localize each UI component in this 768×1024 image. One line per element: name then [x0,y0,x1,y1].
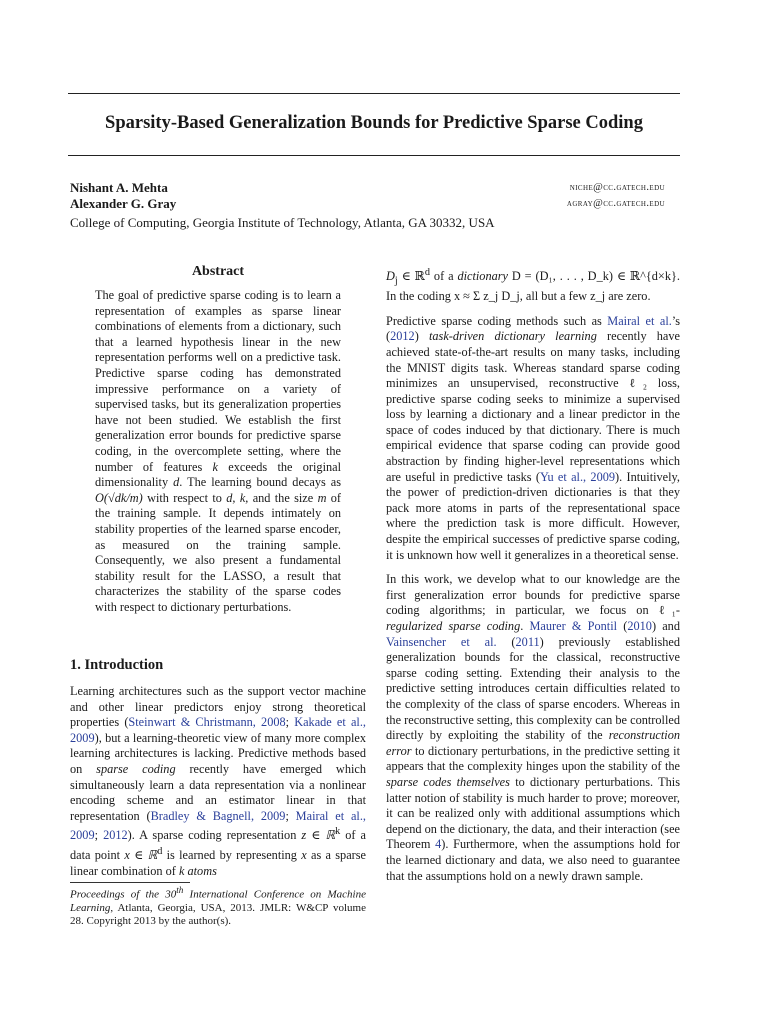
math-sup: d [157,846,163,858]
footnote-sup: th [176,885,184,895]
intro-text: ). A sparse coding representation [127,828,302,843]
body-text: In this work, we develop what to our knowledge are the first generalization error bounds for predictive sparse coding algorithms; in particular, we focus on ℓ₁- [386,572,680,618]
intro-text: ), but a learning-theoretic view of many more complex learning architectures is lacking. Predictive methods based on [70,730,366,776]
math-inline: z ∈ ℝ [301,828,336,843]
abstract-text-e: with respect to [147,490,222,505]
citation-link[interactable]: 2010 [627,619,652,634]
math-inline: ∈ ℝ [397,269,425,284]
citation-link[interactable]: Yu et al., 2009 [539,469,616,484]
intro-text: ; [94,828,104,843]
body-text: . [520,619,530,634]
citation-link[interactable]: Steinwart & Christmann, 2008 [128,715,286,730]
introduction-body [70,684,366,879]
math-sup: d [424,267,431,278]
body-text: ) [414,329,429,344]
intro-text: ; [285,808,296,823]
body-text: recently have achieved state-of-the-art results on many tasks, including the MNIST digits task. Whereas standard sparse coding minimizes an unsupervised, reconstructive ℓ₂ loss, predictive sparse coding seeks to minimize a supervised loss by learning a dictionary and a linear predictor in the space of codes induced by that dictionary. There is much empirical evidence that sparse coding can provide good abstraction by finding higher-level representations which are useful in predictive tasks ( [386,329,680,484]
section-heading-introduction: 1. Introduction [70,657,164,673]
footnote-text: International Conference on Machine Learning [70,888,366,915]
footnote-text: , Atlanta, Georgia, USA, 2013. JMLR: W&CP volume 28. Copyright 2013 by the author(s). [70,902,366,928]
body-text: ). Intuitively, the power of prediction-driven dictionaries is that they pack more atoms in parts of the representational space where the prediction task is more difficult. However, despite the empirical successes of predictive sparse coding, it is unknown how well it generalizes in a theoretical sense. [386,469,680,562]
math-inline: k [178,863,185,878]
body-text: ( [617,619,628,634]
math-inline: x ∈ ℝ [124,848,158,863]
body-emphasis: reconstruction error [386,728,680,758]
body-emphasis: task-driven dictionary learning [428,329,597,344]
intro-emphasis: atoms [187,863,217,878]
body-text: of a [430,269,458,284]
intro-text: recently have emerged which simultaneously learn a data representation via a nonlinear encoding scheme and an estimator linear in that representation ( [70,761,366,823]
body-text: ). Furthermore, when the assumptions hold for the learned dictionary and data, we also need to guarantee that the assumptions hold on a newly drawn sample. [386,837,680,883]
footnote-rule [70,882,190,883]
body-text: ) previously established generalization bounds for the classical, reconstructive sparse coding setting. Extending their analysis to the predictive setting introduces certain difficulties related to the complexity of the class of sparse encoders. Whereas in the reconstructive setting, this complexity can be controlled directly by exploiting the stability of the [386,634,680,743]
body-text: ( [496,634,516,649]
citation-link[interactable]: Mairal et al., 2009 [70,808,366,843]
theorem-link[interactable]: 4 [435,837,442,852]
math-inline: D [386,269,395,284]
footnote [70,884,366,929]
author-email-1[interactable]: niche@cc.gatech.edu [569,182,665,193]
intro-text: is learned by representing [162,848,302,863]
footnote-text: Proceedings of the 30 [70,888,177,901]
body-emphasis: regularized sparse coding [386,619,521,634]
body-emphasis: sparse codes themselves [386,774,510,789]
citation-link[interactable]: Bradley & Bagnell, 2009 [150,808,286,823]
body-text: to dictionary perturbations. This latter notion of stability is much harder to prove; moreover, it can be realized only with additional assumptions which depend on the dictionary, the data, and their interaction (see Theorem [386,774,681,852]
intro-text: as a sparse linear combination of [70,848,366,878]
abstract-text-c: . The learning bound decays as [179,475,341,490]
title-bottom-rule [68,155,680,156]
math-sup: k [335,826,341,838]
abstract-text-g: and the size [252,490,314,505]
intro-emphasis: sparse coding [96,761,176,776]
author-name-1: Nishant A. Mehta [70,180,168,195]
body-emphasis: dictionary [457,269,508,284]
body-text: D = (D₁, . . . , D_k) ∈ ℝ^{d×k}. In the coding x ≈ Σ z_j D_j, all but a few z_j are zero. [386,269,680,304]
body-text: Predictive sparse coding methods such as [386,313,608,328]
author-email-2[interactable]: agray@cc.gatech.edu [566,198,665,209]
abstract-var-m: m [317,490,327,505]
abstract-body [95,288,341,615]
abstract-var-d: d [173,475,180,490]
abstract-text-h: of the training sample. It depends intimately on stability properties of the learned sparse encoder, as measured on the training sample. Consequently, we also present a fundamental stability result for the LASSO, a result that characterizes the stability of the sparse codes with respect to dictionary perturbations. [95,490,342,614]
top-rule [68,93,680,94]
intro-text: of a data point [70,828,366,863]
citation-link[interactable]: 2012 [390,329,415,344]
intro-text: Learning architectures such as the support vector machine and other linear predictors enjoy strong theoretical properties ( [70,684,366,730]
abstract-bound: O(√dk/m) [95,490,143,505]
abstract-vars: d, k, [226,490,249,505]
abstract-text: The goal of predictive sparse coding is to learn a representation of examples as sparse linear combinations of elements from a dictionary, such that a learned hypothesis linear in the new representation performs well on a predictive task. Predictive sparse coding has demonstrated impressive performance on a variety of supervised tasks, but its generalization properties have not been studied. We establish the first generalization error bounds for predictive sparse coding, in the overcomplete setting, where the number of features [95,288,341,474]
intro-text: ; [285,715,295,730]
math-inline: x [301,848,307,863]
affiliation: College of Computing, Georgia Institute of Technology, Atlanta, GA 30332, USA [70,215,495,230]
abstract-text-b: exceeds the original dimensionality [95,459,342,490]
citation-link[interactable]: 2011 [515,634,540,649]
author-name-2: Alexander G. Gray [70,196,177,211]
citation-link[interactable]: 2012 [103,828,128,843]
citation-link[interactable]: Vainsencher et al. [386,634,497,649]
math-sub: j [394,275,398,287]
citation-link[interactable]: Mairal et al. [607,313,672,328]
body-text: to dictionary perturbations, in the predictive setting it appears that the complexity hinges upon the stability of the [386,743,680,774]
body-text: ’s ( [386,313,681,344]
paper-title: Sparsity-Based Generalization Bounds for Predictive Sparse Coding [105,113,643,133]
abstract-var-k: k [212,459,219,474]
body-text: ) and [651,619,680,634]
citation-link[interactable]: Kakade et al., 2009 [70,715,366,745]
right-column-body [386,265,680,884]
abstract-heading: Abstract [191,264,245,279]
citation-link[interactable]: Maurer & Pontil [529,619,618,634]
